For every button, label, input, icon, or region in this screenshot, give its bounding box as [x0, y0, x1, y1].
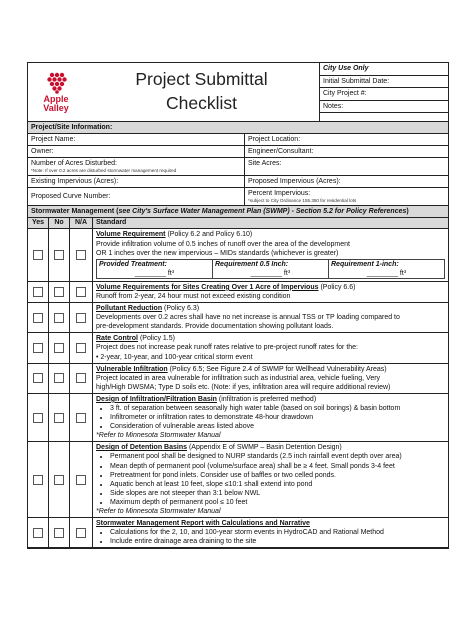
standard-text: Provide infiltration volume of 0.5 inches of runoff over the area of the development [96, 240, 350, 248]
no-checkbox[interactable] [54, 343, 64, 353]
no-checkbox[interactable] [54, 475, 64, 485]
treatment-box[interactable]: Provided Treatment: ________ ft³ [97, 260, 213, 278]
standard-title: Design of Detention Basins [96, 444, 188, 452]
standard-text: Developments over 0.2 acres shall have no net increase is annual TSS or TP loading compared to [96, 314, 400, 322]
standard-title: Stormwater Management Report with Calculations and Narrative [96, 520, 310, 528]
standard-title: Volume Requirement [96, 231, 166, 239]
bullet-item: • Side slopes are not steeper than 3:1 below NWL [110, 489, 445, 498]
treatment-box[interactable]: Requirement 1-inch: ________ ft³ [331, 260, 407, 277]
treatment-box[interactable]: Requirement 0.5 Inch: ________ ft³ [213, 260, 329, 278]
bullet-item: • Maximum depth of permanent pool ≤ 10 feet [110, 498, 445, 507]
bullet-item: • Aquatic bench at least 10 feet, slope ≤10:1 shall extend into pond [110, 480, 445, 489]
na-checkbox[interactable] [76, 413, 86, 423]
logo [28, 63, 84, 121]
initial-submittal-date-field[interactable]: Initial Submittal Date: [320, 76, 448, 89]
standard-title: Vulnerable Infiltration [96, 365, 168, 373]
no-checkbox[interactable] [54, 413, 64, 423]
standard-cell [93, 518, 448, 547]
logo-text: Apple Valley [43, 93, 69, 113]
cell-no [49, 303, 70, 332]
cell-yes [28, 333, 49, 362]
cell-na [70, 442, 93, 517]
curve-number-field[interactable]: Proposed Curve Number: [28, 188, 245, 205]
cell-no [49, 229, 70, 280]
na-checkbox[interactable] [76, 475, 86, 485]
yes-checkbox[interactable] [33, 250, 43, 260]
standard-policy: (infiltration is preferred method) [216, 395, 317, 403]
cell-yes [28, 394, 49, 441]
checklist-page [27, 62, 449, 549]
percent-impervious-field[interactable]: Percent Impervious: *subject to City Ordinance 155.350 for residential lots [245, 188, 448, 205]
checklist-rows [28, 229, 448, 548]
standard-cell [93, 282, 448, 302]
treatment-boxes [96, 259, 445, 279]
standard-cell [93, 364, 448, 393]
bullet-item: • Consideration of vulnerable areas listed above [110, 422, 445, 431]
checklist-row [28, 518, 448, 548]
bullet-item: • 3 ft. of separation between seasonally high water table (based on soil borings) & basin bottom [110, 404, 445, 413]
notes-continued-field[interactable] [320, 113, 448, 125]
checklist-row [28, 394, 448, 442]
cell-yes [28, 518, 49, 547]
standard-text: OR 1 inches over the new impervious – MIDs standards (whichever is greater) [96, 249, 339, 257]
page-title: Project Submittal Checklist [135, 69, 268, 113]
checklist-row [28, 333, 448, 363]
col-na: N/A [70, 218, 93, 228]
cell-na [70, 518, 93, 547]
checklist-column-headers [28, 218, 448, 229]
na-checkbox[interactable] [76, 313, 86, 323]
na-checkbox[interactable] [76, 250, 86, 260]
standard-text: Project does not increase peak runoff rates relative to pre-project runoff rates for the: [96, 344, 358, 352]
standard-bullets [96, 452, 445, 507]
bullet-item: • Infiltrometer or infiltration rates to demonstrate 48-hour drawdown [110, 413, 445, 422]
cell-na [70, 394, 93, 441]
cell-na [70, 282, 93, 302]
na-checkbox[interactable] [76, 287, 86, 297]
cell-no [49, 518, 70, 547]
col-standard: Standard [96, 219, 127, 227]
cell-yes [28, 364, 49, 393]
yes-checkbox[interactable] [33, 528, 43, 538]
standard-bullets [96, 404, 445, 431]
acres-disturbed-field[interactable]: Number of Acres Disturbed: *Note: If over 0.2 acres are disturbed stormwater management required [28, 158, 245, 175]
standard-cell [93, 442, 448, 517]
city-project-number-field[interactable]: City Project #: [320, 88, 448, 101]
checklist-row [28, 229, 448, 281]
yes-checkbox[interactable] [33, 475, 43, 485]
standard-policy: (Appendix E of SWMP – Basin Detention Design) [187, 444, 342, 452]
cell-yes [28, 229, 49, 280]
checklist-row [28, 442, 448, 518]
yes-checkbox[interactable] [33, 287, 43, 297]
standard-text: • 2-year, 10-year, and 100-year critical storm event [96, 353, 253, 361]
cell-no [49, 364, 70, 393]
standard-cell [93, 394, 448, 441]
project-location-field[interactable]: Project Location: [248, 136, 301, 143]
standard-title: Rate Control [96, 335, 138, 343]
city-use-heading: City Use Only [320, 63, 448, 76]
existing-impervious-field[interactable]: Existing Impervious (Acres): [28, 176, 245, 187]
notes-field[interactable]: Notes: [320, 101, 448, 114]
cell-no [49, 442, 70, 517]
cell-na [70, 364, 93, 393]
cell-na [70, 333, 93, 362]
col-yes: Yes [28, 218, 49, 228]
cell-no [49, 394, 70, 441]
no-checkbox[interactable] [54, 313, 64, 323]
acres-note: *Note: If over 0.2 acres are disturbed stormwater management required [31, 168, 177, 174]
yes-checkbox[interactable] [33, 343, 43, 353]
proposed-impervious-field[interactable]: Proposed Impervious (Acres): [248, 178, 341, 186]
standard-cell [93, 229, 448, 280]
yes-checkbox[interactable] [33, 413, 43, 423]
cell-yes [28, 303, 49, 332]
no-checkbox[interactable] [54, 528, 64, 538]
engineer-field[interactable]: Engineer/Consultant: [248, 148, 314, 156]
yes-checkbox[interactable] [33, 373, 43, 383]
standard-cell [93, 333, 448, 362]
bullet-item: • Calculations for the 2, 10, and 100-year storm events in HydroCAD and Rational Method [110, 528, 445, 537]
na-checkbox[interactable] [76, 528, 86, 538]
cell-no [49, 282, 70, 302]
standard-cell [93, 303, 448, 332]
standard-text: Runoff from 2-year, 24 hour must not exceed existing condition [96, 292, 291, 300]
standard-policy: (Policy 6.2 and Policy 6.10) [165, 231, 253, 239]
cell-no [49, 333, 70, 362]
standard-title: Design of Infiltration/Filtration Basin [96, 395, 217, 403]
site-acres-field[interactable]: Site Acres: [248, 160, 282, 168]
apple-valley-logo-icon [43, 72, 69, 94]
no-checkbox[interactable] [54, 250, 64, 260]
standard-title: Pollutant Reduction [96, 305, 163, 313]
cell-yes [28, 282, 49, 302]
standard-text: Project located in area vulnerable for infiltration such as industrial area, vehicle fueling, Very [96, 374, 381, 382]
bullet-item: • Include entire drainage area draining to the site [110, 537, 445, 546]
project-name-field[interactable]: Project Name: [28, 134, 245, 145]
stormwater-heading: Stormwater Management (see City's Surface Water Management Plan (SWMP) - Section 5.2 for Policy References) [28, 206, 448, 218]
yes-checkbox[interactable] [33, 313, 43, 323]
standard-text: high/High DWSMA; Type D soils etc. (Note: if yes, infiltration area will require additional review) [96, 383, 391, 391]
no-checkbox[interactable] [54, 287, 64, 297]
standard-bullets [96, 528, 445, 546]
na-checkbox[interactable] [76, 343, 86, 353]
reference-note: *Refer to Minnesota Stormwater Manual [96, 508, 221, 516]
reference-note: *Refer to Minnesota Stormwater Manual [96, 432, 221, 440]
cell-yes [28, 442, 49, 517]
city-use-box [319, 63, 448, 121]
cell-na [70, 229, 93, 280]
standard-policy: (Policy 1.5) [138, 335, 175, 343]
cell-na [70, 303, 93, 332]
project-info-heading: Project/Site Information: [28, 122, 448, 134]
bullet-item: • Mean depth of permanent pool (volume/surface area) shall be ≥ 4 feet. Small ponds 3-4 feet [110, 462, 445, 471]
standard-policy: (Policy 6.3) [162, 305, 200, 313]
no-checkbox[interactable] [54, 373, 64, 383]
na-checkbox[interactable] [76, 373, 86, 383]
impervious-note: *subject to City Ordinance 155.350 for residential lots [248, 198, 357, 204]
standard-text: pre-development standards. Provide documentation showing pollutant loads. [96, 323, 334, 331]
standard-title: Volume Requirements for Sites Creating Over 1 Acre of Impervious [96, 283, 319, 291]
bullet-item: • Permanent pool shall be designed to NURP standards (2.5 inch rainfall event depth over area) [110, 452, 445, 461]
standard-policy: (Policy 6.6) [318, 283, 356, 291]
col-no: No [49, 218, 70, 228]
checklist-row [28, 364, 448, 394]
header [28, 63, 448, 122]
standard-policy: (Policy 6.5; See Figure 2.4 of SWMP for Wellhead Vulnerability Areas) [167, 365, 387, 373]
checklist-row [28, 282, 448, 303]
owner-field[interactable]: Owner: [28, 146, 245, 157]
checklist-row [28, 303, 448, 333]
bullet-item: • Pretreatment for pond inlets. Consider use of baffles or two celled ponds. [110, 471, 445, 480]
